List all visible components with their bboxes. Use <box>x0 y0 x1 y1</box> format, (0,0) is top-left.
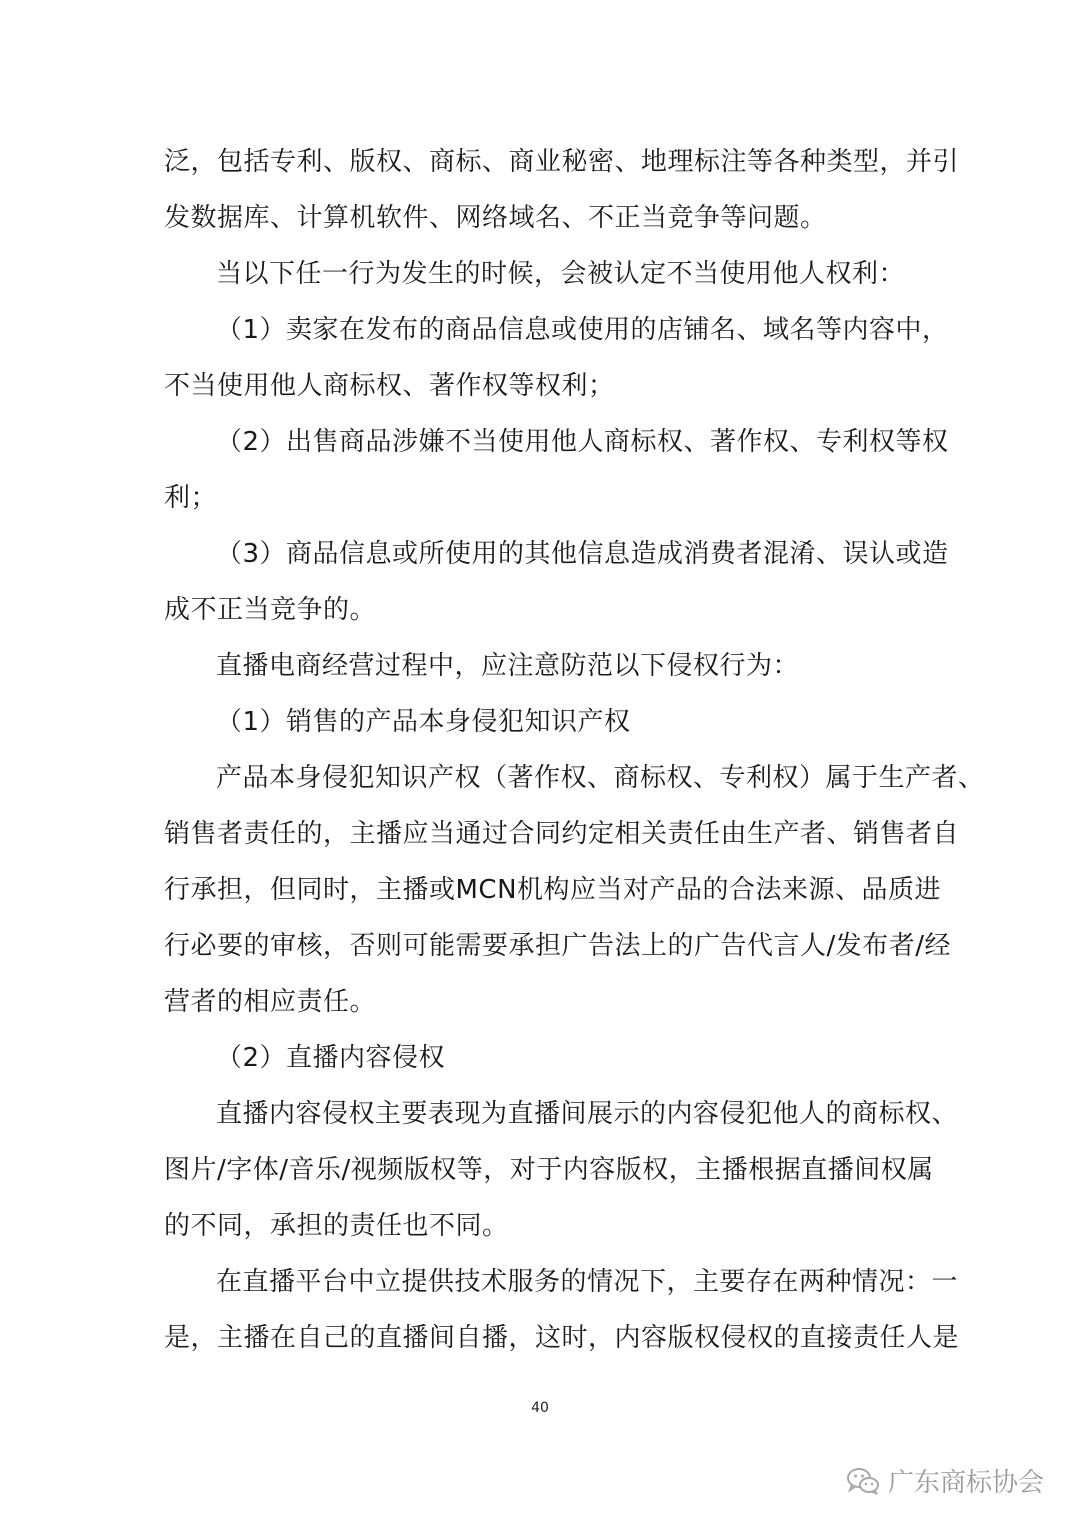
body-text-line: 行必要的审核，否则可能需要承担广告法上的广告代言人/发布者/经 <box>164 931 952 961</box>
watermark-text: 广东商标协会 <box>887 1468 1044 1498</box>
paragraph-text-line: 直播电商经营过程中，应注意防范以下侵权行为： <box>216 651 800 681</box>
body-text-line: 的不同，承担的责任也不同。 <box>164 1211 509 1241</box>
body-text-line: 发数据库、计算机软件、网络域名、不正当竞争等问题。 <box>164 203 827 233</box>
body-text-line: 图片/字体/音乐/视频版权等，对于内容版权，主播根据直播间权属 <box>164 1155 934 1185</box>
list-item-text-line: （3）商品信息或所使用的其他信息造成消费者混淆、误认或造 <box>216 539 949 569</box>
list-heading-line: （2）直播内容侵权 <box>216 1043 446 1073</box>
page-number: 40 <box>531 1400 549 1416</box>
paragraph-text-line: 直播内容侵权主要表现为直播间展示的内容侵犯他人的商标权、 <box>216 1099 959 1129</box>
list-item-text-line: （2）出售商品涉嫌不当使用他人商标权、著作权、专利权等权 <box>216 427 949 457</box>
body-text-line: 不当使用他人商标权、著作权等权利； <box>164 371 615 401</box>
body-text-line: 泛，包括专利、版权、商标、商业秘密、地理标注等各种类型，并引 <box>164 147 960 177</box>
list-item-text-line: （1）卖家在发布的商品信息或使用的店铺名、域名等内容中， <box>216 315 949 345</box>
paragraph-text-line: 当以下任一行为发生的时候，会被认定不当使用他人权利： <box>216 259 906 289</box>
body-text-line: 行承担，但同时，主播或MCN机构应当对产品的合法来源、品质进 <box>164 875 942 905</box>
list-heading-line: （1）销售的产品本身侵犯知识产权 <box>216 707 631 737</box>
wechat-icon <box>846 1466 880 1496</box>
paragraph-text-line: 在直播平台中立提供技术服务的情况下，主要存在两种情况：一 <box>216 1267 959 1297</box>
watermark <box>846 1462 1044 1499</box>
body-text-line: 成不正当竞争的。 <box>164 595 377 625</box>
paragraph-text-line: 产品本身侵犯知识产权（著作权、商标权、专利权）属于生产者、 <box>216 763 985 793</box>
body-text-line: 利； <box>164 483 218 513</box>
body-text-line: 营者的相应责任。 <box>164 987 377 1017</box>
body-text-line: 是，主播在自己的直播间自播，这时，内容版权侵权的直接责任人是 <box>164 1323 960 1353</box>
body-text-line: 销售者责任的，主播应当通过合同约定相关责任由生产者、销售者自 <box>164 819 960 849</box>
